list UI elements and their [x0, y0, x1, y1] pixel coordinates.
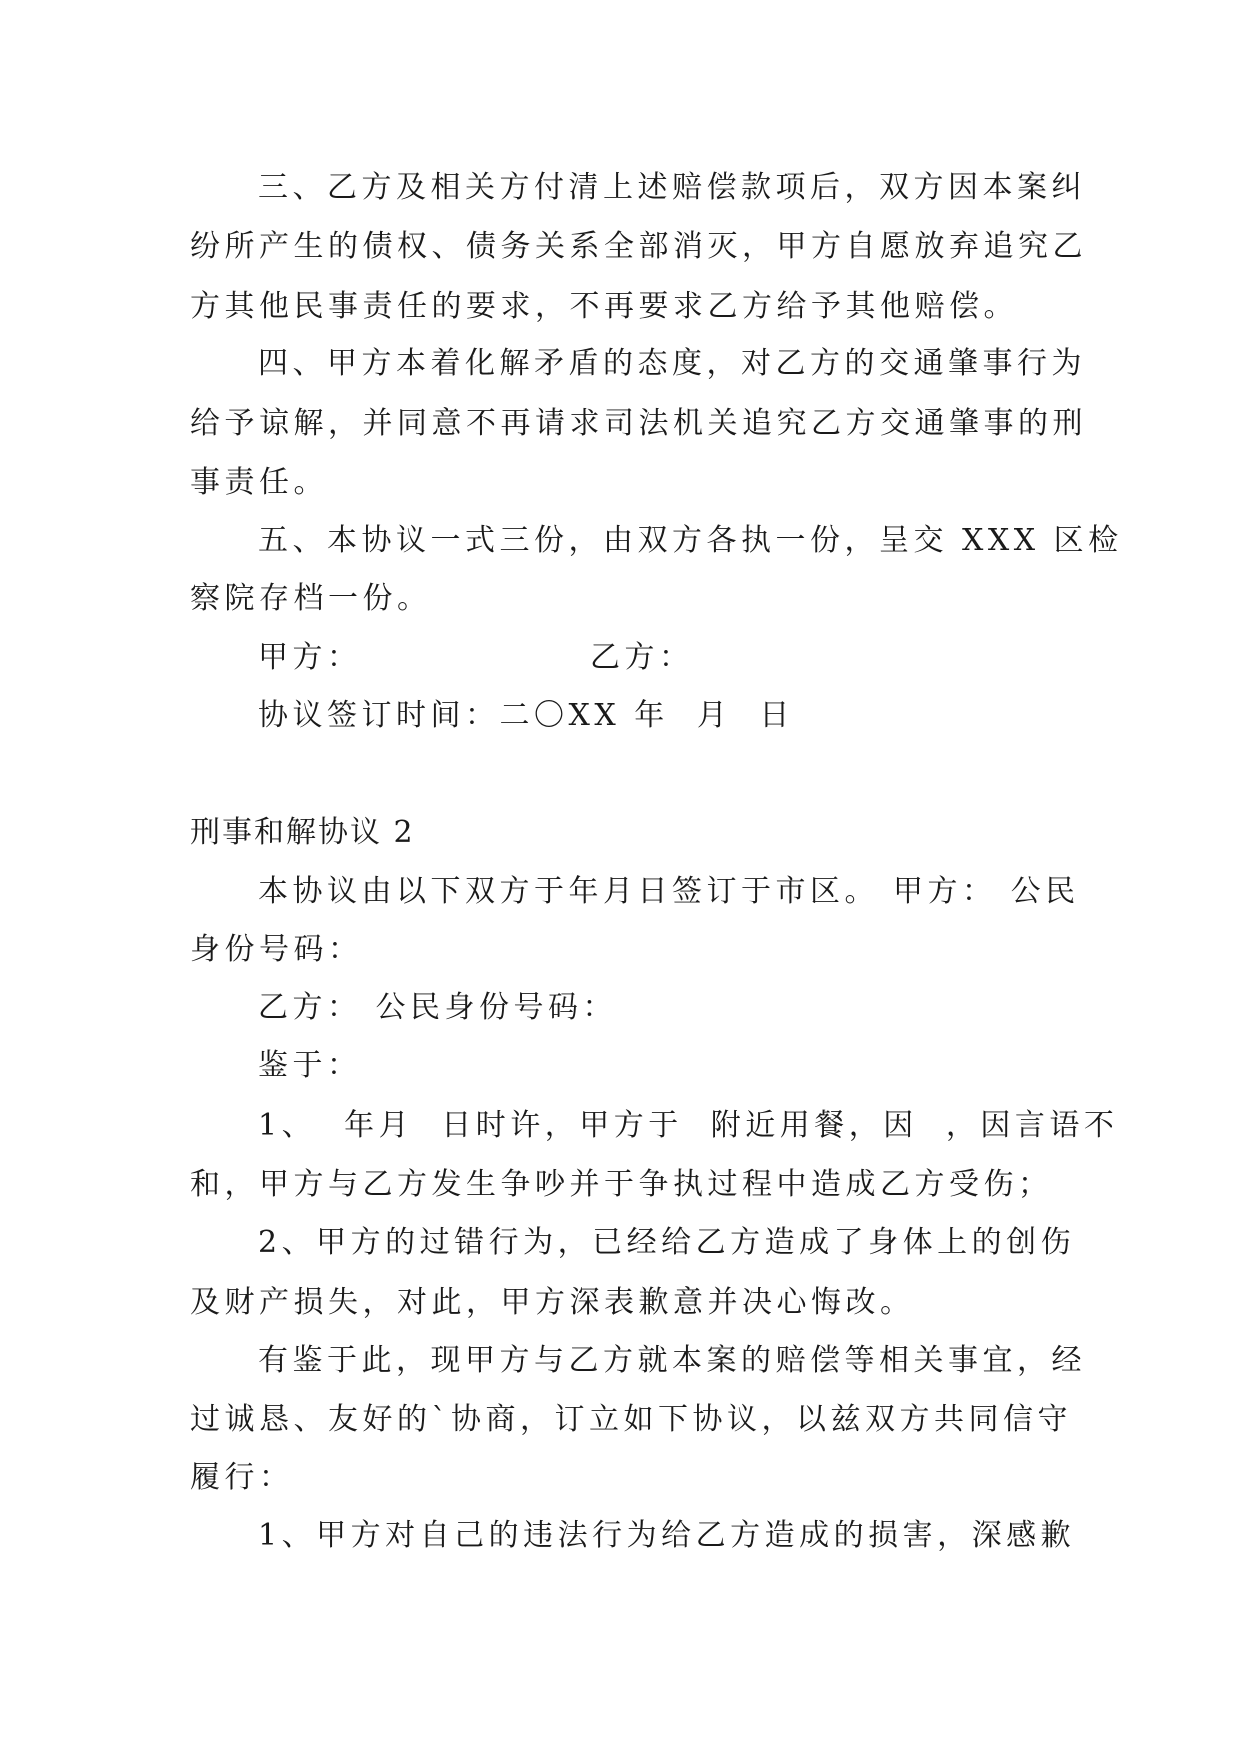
agreement-2-recital-line-3: 履行： — [190, 1460, 294, 1495]
section-4-line-3: 事责任。 — [190, 465, 328, 500]
agreement-2-clause-1-line-1: 1、甲方对自己的违法行为给乙方造成的损害，深感歉 — [258, 1518, 1076, 1553]
agreement-2-title: 刑事和解协议 2 — [190, 815, 415, 850]
agreement-2-party-b: 乙方： 公民身份号码： — [258, 990, 618, 1025]
agreement-2-whereas: 鉴于： — [258, 1048, 362, 1083]
section-4-line-1: 四、甲方本着化解矛盾的态度，对乙方的交通肇事行为 — [258, 346, 1086, 381]
agreement-2-intro-line-2: 身份号码： — [190, 932, 363, 967]
party-b-signature-label: 乙方： — [590, 640, 694, 675]
section-4-line-2: 给予谅解，并同意不再请求司法机关追究乙方交通肇事的刑 — [190, 406, 1087, 441]
party-a-signature-label: 甲方： — [258, 640, 362, 675]
section-5-line-1: 五、本协议一式三份，由双方各执一份，呈交 XXX 区检 — [258, 523, 1123, 558]
signing-date: 协议签订时间：二〇XX 年 月 日 — [258, 698, 794, 733]
agreement-2-item-2-line-2: 及财产损失，对此，甲方深表歉意并决心悔改。 — [190, 1285, 915, 1320]
section-3-line-2: 纷所产生的债权、债务关系全部消灭，甲方自愿放弃追究乙 — [190, 229, 1087, 264]
agreement-2-item-1-line-1: 1、 年月 日时许，甲方于 附近用餐，因 ，因言语不 — [258, 1108, 1119, 1143]
agreement-2-intro-line-1: 本协议由以下双方于年月日签订于市区。 甲方： 公民 — [258, 874, 1080, 909]
section-5-line-2: 察院存档一份。 — [190, 581, 432, 616]
agreement-2-recital-line-2: 过诚恳、友好的`协商，订立如下协议，以兹双方共同信守 — [190, 1402, 1072, 1437]
agreement-2-recital-line-1: 有鉴于此，现甲方与乙方就本案的赔偿等相关事宜，经 — [258, 1343, 1086, 1378]
agreement-2-item-1-line-2: 和，甲方与乙方发生争吵并于争执过程中造成乙方受伤； — [190, 1167, 1053, 1202]
section-3-line-1: 三、乙方及相关方付清上述赔偿款项后，双方因本案纠 — [258, 170, 1086, 205]
agreement-2-item-2-line-1: 2、甲方的过错行为，已经给乙方造成了身体上的创伤 — [258, 1225, 1076, 1260]
section-3-line-3: 方其他民事责任的要求，不再要求乙方给予其他赔偿。 — [190, 289, 1018, 324]
